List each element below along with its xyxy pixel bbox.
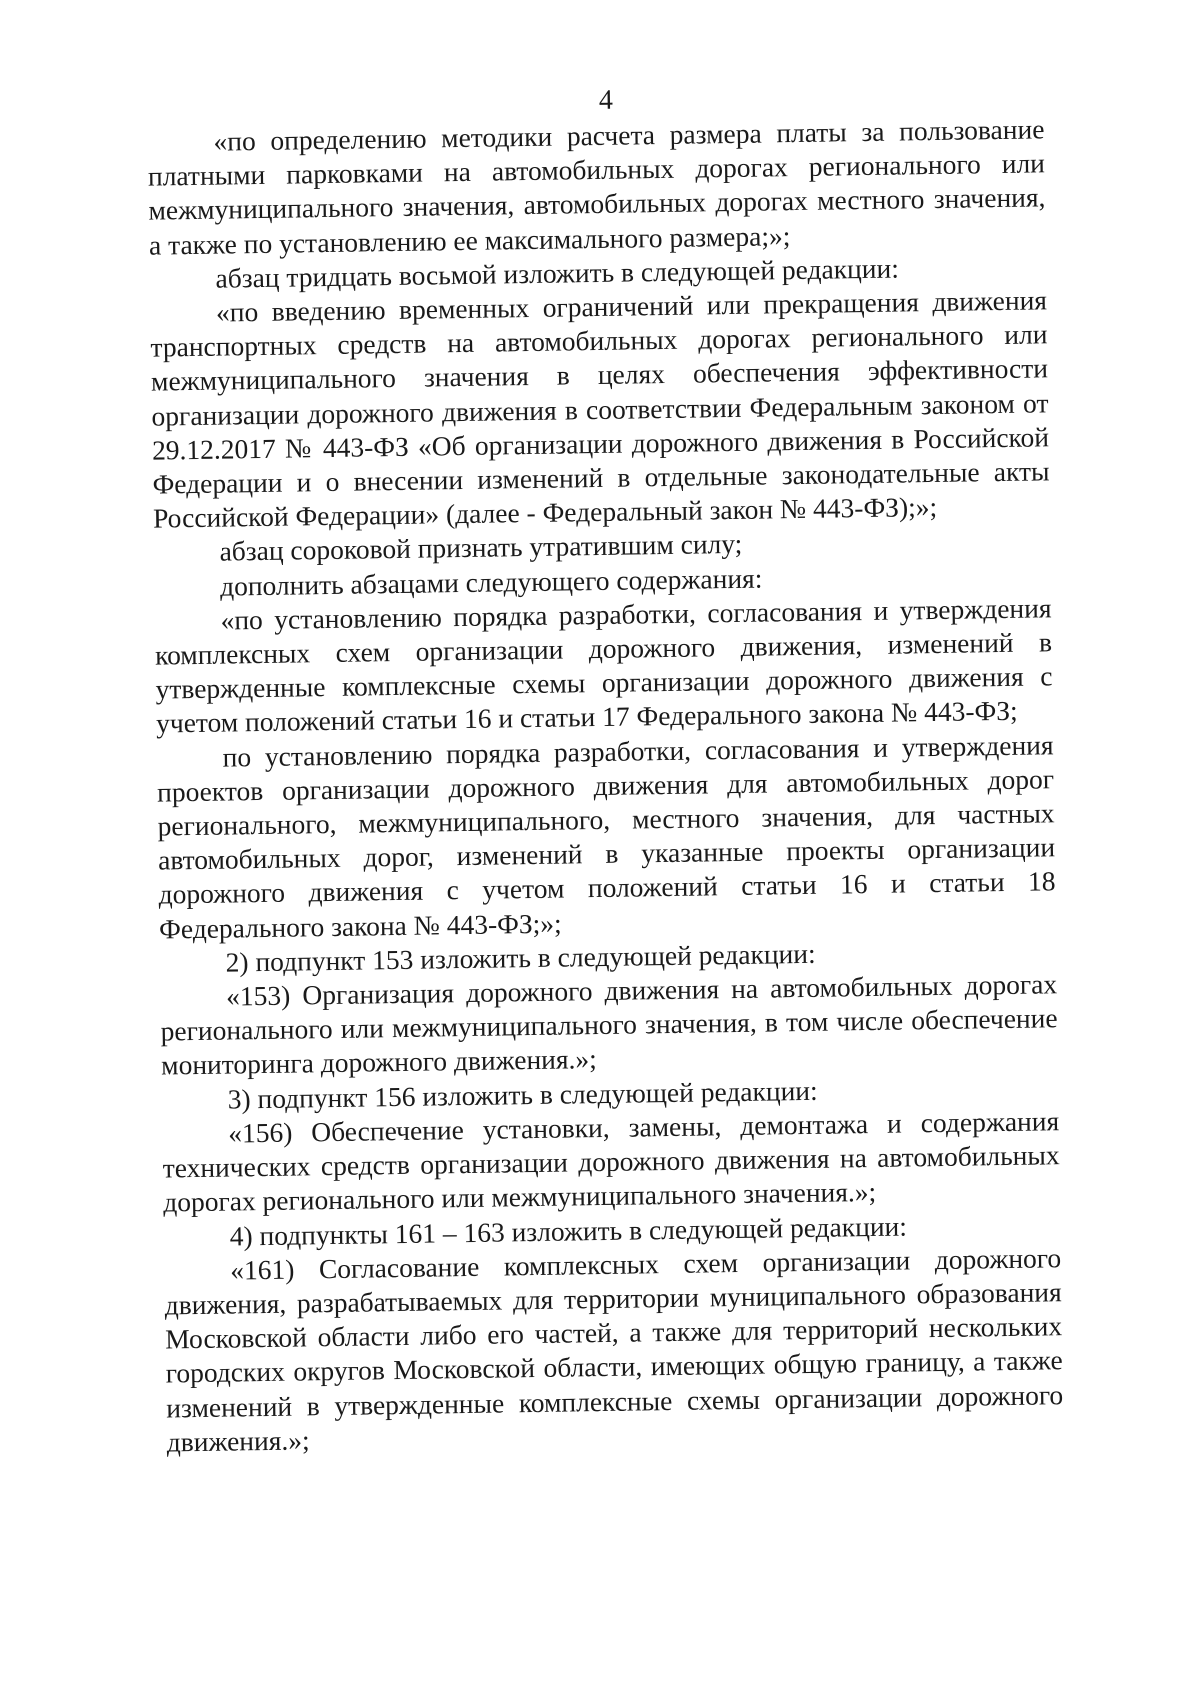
paragraph-traffic-restrictions: «по введению временных ограничений или прекращения движения транспортных средств на автомобильных дорогах регионального или межмуниципального значения в целях обеспечения эффективности организации дорожного движения в соответствии Федеральным законом от 29.12.2017 № 443-ФЗ «Об организации дорожного движения в Российской Федерации и о внесении изменений в отдельные законодательные акты Российской Федерации» (далее - Федеральный закон № 443-ФЗ);»; [150, 284, 1050, 534]
page-number: 4 [598, 84, 614, 116]
paragraph-instruction: абзац тридцать восьмой изложить в следующей редакции: [215, 252, 900, 294]
paragraph-instruction: 3) подпункт 156 изложить в следующей редакции: [227, 1074, 818, 1115]
paragraph-item-161: «161) Согласование комплексных схем организации дорожного движения, разрабатываемых для территории муниципального образования Московской области либо его частей, а также для территорий нескольких городских округов Московской области, имеющих общую границу, а также изменений в утвержденные комплексные схемы организации дорожного движения.»; [164, 1241, 1064, 1458]
paragraph-item-153: «153) Организация дорожного движения на автомобильных дорогах регионального или межмуниципального значения, в том числе обеспечение мониторинга дорожного движения.»; [160, 968, 1058, 1082]
paragraph-instruction: дополнить абзацами следующего содержания: [219, 562, 763, 602]
paragraph-parking-fee: «по определению методики расчета размера платы за пользование платными парковками на автомобильных дорогах регионального или межмуниципального значения, автомобильных дорогах местного значения, а также по установлению ее максимального размера;»; [147, 113, 1046, 261]
paragraph-instruction: 2) подпункт 153 изложить в следующей редакции: [225, 937, 816, 978]
paragraph-complex-schemes: «по установлению порядка разработки, согласования и утверждения комплексных схем организации дорожного движения, изменений в утвержденные комплексные схемы организации дорожного движения с учетом положений статьи 16 и статьи 17 Федерального закона № 443-ФЗ; [154, 592, 1053, 740]
paragraph-traffic-projects: по установлению порядка разработки, согласования и утверждения проектов организации дорожного движения для автомобильных дорог регионального, межмуниципального, местного значения, для частных автомобильных дорог, изменений в указанные проекты организации дорожного движения с учетом положений статьи 16 и статьи 18 Федерального закона № 443-ФЗ;»; [156, 728, 1056, 945]
paragraph-item-156: «156) Обеспечение установки, замены, демонтажа и содержания технических средств организации дорожного движения на автомобильных дорогах регионального или межмуниципального значения.»; [162, 1105, 1060, 1218]
document-body [147, 112, 1064, 1459]
paragraph-instruction: 4) подпункты 161 – 163 изложить в следующей редакции: [229, 1209, 908, 1252]
paragraph-instruction: абзац сороковой признать утратившим силу; [219, 528, 743, 568]
